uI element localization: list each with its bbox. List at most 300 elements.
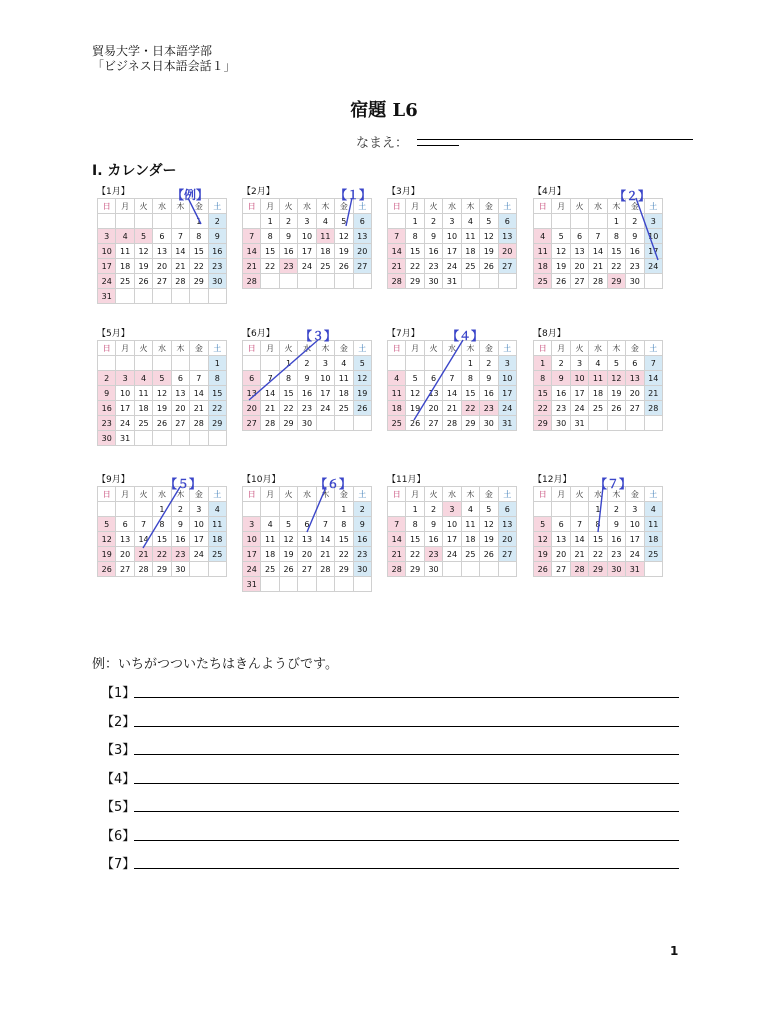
calendar-day: 19	[534, 547, 552, 562]
calendar-day: 19	[607, 386, 625, 401]
calendar-day: 15	[153, 532, 171, 547]
weekday-header: 金	[626, 199, 644, 214]
weekday-header: 木	[607, 341, 625, 356]
calendar-day: 26	[480, 259, 498, 274]
calendar-day: 27	[498, 547, 516, 562]
calendar-day: 21	[243, 259, 261, 274]
calendar-day: 6	[552, 517, 570, 532]
calendar-day: 14	[261, 386, 279, 401]
calendar-day: 1	[335, 502, 353, 517]
answer-label: 【4】	[101, 771, 136, 787]
weekday-header: 日	[98, 487, 116, 502]
calendar-day: 1	[279, 356, 297, 371]
weekday-header: 金	[190, 341, 208, 356]
calendar-day: 23	[480, 401, 498, 416]
pointer-line-3	[249, 340, 318, 400]
calendar-day: 29	[607, 274, 625, 289]
calendar-day: 22	[607, 259, 625, 274]
weekday-header: 金	[190, 199, 208, 214]
calendar-day: 21	[171, 259, 189, 274]
calendar-day: 25	[388, 416, 406, 431]
calendar-day: 10	[116, 386, 134, 401]
calendar-day: 24	[570, 401, 588, 416]
answer-label: 【1】	[101, 686, 136, 701]
calendar-day: 17	[316, 386, 334, 401]
calendar-day: 20	[116, 547, 134, 562]
weekday-header: 火	[424, 341, 442, 356]
calendar-day: 28	[570, 562, 588, 577]
calendar-day: 9	[424, 229, 442, 244]
calendar-day: 28	[388, 562, 406, 577]
weekday-header: 水	[153, 199, 171, 214]
calendar-day: 23	[353, 547, 371, 562]
university-label: 貿易大学・日本語学部	[92, 44, 213, 58]
calendar-day: 29	[534, 416, 552, 431]
calendar-day: 27	[570, 274, 588, 289]
calendar-day: 25	[335, 401, 353, 416]
answer-line[interactable]	[134, 783, 679, 784]
weekday-header: 日	[388, 341, 406, 356]
weekday-header: 日	[98, 199, 116, 214]
weekday-header: 水	[589, 341, 607, 356]
calendar-day: 22	[406, 259, 424, 274]
calendar-day: 12	[406, 386, 424, 401]
calendar-day: 20	[570, 259, 588, 274]
calendar-day: 14	[388, 532, 406, 547]
calendar-day: 14	[243, 244, 261, 259]
calendar-day: 23	[607, 547, 625, 562]
calendar-day: 9	[171, 517, 189, 532]
calendar-day: 28	[243, 274, 261, 289]
calendar-day: 13	[552, 532, 570, 547]
calendar-day: 25	[461, 547, 479, 562]
calendar-day: 16	[298, 386, 316, 401]
calendar-day: 30	[480, 416, 498, 431]
calendar-day: 2	[279, 214, 297, 229]
weekday-header: 水	[589, 487, 607, 502]
calendar-day: 15	[534, 386, 552, 401]
weekday-header: 水	[298, 487, 316, 502]
weekday-header: 土	[498, 199, 516, 214]
calendar-day: 10	[626, 517, 644, 532]
calendar-day: 31	[570, 416, 588, 431]
course-name: 「ビジネス日本語会話１」	[92, 59, 236, 73]
calendar-day: 2	[353, 502, 371, 517]
weekday-header: 水	[589, 199, 607, 214]
calendar-day: 28	[644, 401, 662, 416]
calendar-day: 5	[534, 517, 552, 532]
weekday-header: 月	[261, 487, 279, 502]
calendar-day: 22	[261, 259, 279, 274]
calendar-day: 23	[626, 259, 644, 274]
calendar-day: 7	[589, 229, 607, 244]
calendar-day: 17	[190, 532, 208, 547]
calendar-day: 22	[406, 547, 424, 562]
weekday-header: 火	[279, 341, 297, 356]
calendar-day: 9	[480, 371, 498, 386]
calendar-day: 12	[335, 229, 353, 244]
calendar-day: 15	[279, 386, 297, 401]
calendar-day: 19	[134, 259, 152, 274]
weekday-header: 火	[134, 487, 152, 502]
calendar-day: 17	[570, 386, 588, 401]
calendar-day: 28	[261, 416, 279, 431]
calendar-day: 18	[534, 259, 552, 274]
calendar-day: 15	[261, 244, 279, 259]
weekday-header: 土	[208, 341, 226, 356]
weekday-header: 金	[480, 487, 498, 502]
weekday-header: 金	[335, 199, 353, 214]
calendar-day: 23	[98, 416, 116, 431]
calendar-day: 24	[98, 274, 116, 289]
calendar-day: 31	[443, 274, 461, 289]
answer-row	[101, 709, 681, 729]
calendar-day: 2	[98, 371, 116, 386]
calendar-day: 26	[552, 274, 570, 289]
weekday-header: 火	[279, 487, 297, 502]
calendar-day: 19	[98, 547, 116, 562]
calendar-day: 28	[443, 416, 461, 431]
calendar-day: 28	[134, 562, 152, 577]
calendar-day: 8	[261, 229, 279, 244]
weekday-header: 土	[353, 341, 371, 356]
calendar-day: 21	[589, 259, 607, 274]
calendar-day: 25	[134, 416, 152, 431]
month-label: 【6月】	[242, 329, 275, 339]
calendar-day: 6	[171, 371, 189, 386]
calendar-day: 16	[279, 244, 297, 259]
calendar-day: 18	[261, 547, 279, 562]
calendar-day: 17	[443, 244, 461, 259]
calendar-day: 19	[480, 244, 498, 259]
pointer-line-5	[143, 487, 180, 548]
calendar-day: 30	[98, 431, 116, 446]
calendar-day: 19	[279, 547, 297, 562]
month-label: 【5月】	[97, 329, 130, 339]
calendar-day: 29	[279, 416, 297, 431]
calendar-day: 24	[116, 416, 134, 431]
calendar-day: 7	[171, 229, 189, 244]
weekday-header: 土	[208, 199, 226, 214]
month-label: 【8月】	[533, 329, 566, 339]
weekday-header: 月	[406, 341, 424, 356]
weekday-header: 火	[134, 341, 152, 356]
calendar-day: 10	[443, 229, 461, 244]
calendar-day: 20	[353, 244, 371, 259]
answer-label: 【3】	[101, 743, 136, 758]
calendar-day: 18	[335, 386, 353, 401]
question-label-6: 【６】	[315, 477, 352, 491]
calendar-day: 14	[316, 532, 334, 547]
calendar-day: 18	[208, 532, 226, 547]
calendar-day: 4	[261, 517, 279, 532]
calendar-day: 8	[534, 371, 552, 386]
calendar-day: 4	[335, 356, 353, 371]
calendar-day: 29	[190, 274, 208, 289]
calendar-day: 4	[644, 502, 662, 517]
weekday-header: 土	[208, 487, 226, 502]
weekday-header: 金	[335, 487, 353, 502]
calendar-day: 1	[534, 356, 552, 371]
weekday-header: 日	[243, 487, 261, 502]
calendar-day: 24	[626, 547, 644, 562]
calendar-day: 17	[298, 244, 316, 259]
calendar-day: 13	[171, 386, 189, 401]
weekday-header: 火	[424, 487, 442, 502]
month-label: 【2月】	[242, 187, 275, 197]
calendar-day: 7	[316, 517, 334, 532]
calendar-day: 14	[388, 244, 406, 259]
weekday-header: 火	[570, 487, 588, 502]
calendar-day: 22	[589, 547, 607, 562]
calendar-day: 28	[388, 274, 406, 289]
weekday-header: 月	[552, 199, 570, 214]
calendar-day: 25	[461, 259, 479, 274]
calendar-day: 12	[279, 532, 297, 547]
calendar-day: 17	[443, 532, 461, 547]
calendar-day: 26	[335, 259, 353, 274]
calendar-day: 4	[461, 214, 479, 229]
calendar-day: 15	[190, 244, 208, 259]
weekday-header: 木	[316, 341, 334, 356]
calendar-day: 18	[388, 401, 406, 416]
calendar-day: 7	[190, 371, 208, 386]
calendar-day: 5	[153, 371, 171, 386]
calendar-day: 1	[607, 214, 625, 229]
answer-line[interactable]	[134, 811, 679, 812]
calendar-day: 24	[443, 259, 461, 274]
calendar-day: 14	[443, 386, 461, 401]
calendar-day: 7	[443, 371, 461, 386]
calendar-day: 10	[570, 371, 588, 386]
calendar-day: 20	[626, 386, 644, 401]
weekday-header: 木	[461, 199, 479, 214]
month-label: 【3月】	[387, 187, 420, 197]
calendar-day: 13	[116, 532, 134, 547]
calendar-day: 15	[589, 532, 607, 547]
weekday-header: 月	[406, 199, 424, 214]
calendar-day: 8	[279, 371, 297, 386]
calendar-day: 29	[406, 274, 424, 289]
calendar-day: 12	[153, 386, 171, 401]
calendar-day: 22	[461, 401, 479, 416]
calendar-day: 19	[480, 532, 498, 547]
calendar-day: 21	[316, 547, 334, 562]
answer-line[interactable]	[134, 754, 679, 755]
calendar-day: 16	[424, 244, 442, 259]
calendar-day: 29	[208, 416, 226, 431]
calendar-day: 26	[153, 416, 171, 431]
calendar-day: 1	[153, 502, 171, 517]
calendar-day: 28	[171, 274, 189, 289]
calendar-day: 23	[298, 401, 316, 416]
calendar-day: 3	[116, 371, 134, 386]
calendar-day: 10	[243, 532, 261, 547]
calendar-day: 29	[153, 562, 171, 577]
calendar-day: 9	[607, 517, 625, 532]
calendar-day: 15	[335, 532, 353, 547]
calendar-day: 15	[406, 532, 424, 547]
calendar-day: 27	[243, 416, 261, 431]
calendar-day: 20	[153, 259, 171, 274]
calendar-day: 16	[424, 532, 442, 547]
calendar-day: 27	[116, 562, 134, 577]
calendar-day: 22	[534, 401, 552, 416]
weekday-header: 水	[443, 341, 461, 356]
calendar-day: 23	[279, 259, 297, 274]
month-label: 【11月】	[387, 475, 426, 485]
answer-row	[101, 823, 681, 843]
question-label-7: 【７】	[595, 477, 632, 491]
calendar-day: 7	[388, 229, 406, 244]
calendar-day: 22	[190, 259, 208, 274]
calendar-day: 11	[208, 517, 226, 532]
weekday-header: 日	[534, 199, 552, 214]
calendar-day: 2	[424, 214, 442, 229]
weekday-header: 木	[316, 487, 334, 502]
weekday-header: 土	[498, 341, 516, 356]
calendar-day: 20	[552, 547, 570, 562]
answer-row	[101, 680, 681, 700]
calendar-day: 11	[116, 244, 134, 259]
calendar-day: 24	[316, 401, 334, 416]
calendar-day: 6	[116, 517, 134, 532]
calendar-day: 18	[461, 532, 479, 547]
pointer-line-1	[346, 198, 352, 226]
answer-row	[101, 794, 681, 814]
pointer-line-6	[307, 487, 326, 532]
calendar-day: 23	[552, 401, 570, 416]
answer-row	[101, 766, 681, 786]
calendar-day: 6	[298, 517, 316, 532]
month-label: 【12月】	[533, 475, 572, 485]
weekday-header: 月	[116, 341, 134, 356]
calendar-day: 6	[243, 371, 261, 386]
calendar-day: 26	[406, 416, 424, 431]
calendar-day: 8	[208, 371, 226, 386]
calendar-day: 26	[534, 562, 552, 577]
weekday-header: 月	[261, 341, 279, 356]
answer-row	[101, 851, 681, 871]
calendar-day: 7	[134, 517, 152, 532]
weekday-header: 木	[171, 487, 189, 502]
weekday-header: 水	[153, 487, 171, 502]
calendar-day: 20	[498, 532, 516, 547]
calendar-day: 25	[116, 274, 134, 289]
calendar-day: 20	[243, 401, 261, 416]
calendar-day: 2	[607, 502, 625, 517]
calendar-day: 23	[424, 547, 442, 562]
calendar-day: 19	[552, 259, 570, 274]
calendar-day: 4	[134, 371, 152, 386]
weekday-header: 火	[279, 199, 297, 214]
calendar-day: 24	[443, 547, 461, 562]
answer-label: 【7】	[101, 857, 136, 872]
calendar-day: 11	[388, 386, 406, 401]
weekday-header: 木	[316, 199, 334, 214]
answer-line[interactable]	[134, 868, 679, 869]
calendar-day: 13	[424, 386, 442, 401]
calendar-day: 9	[279, 229, 297, 244]
calendar-day: 16	[626, 244, 644, 259]
weekday-header: 土	[498, 487, 516, 502]
calendar-day: 2	[552, 356, 570, 371]
weekday-header: 木	[461, 487, 479, 502]
calendar-day: 19	[353, 386, 371, 401]
calendar-day: 30	[626, 274, 644, 289]
calendar-day: 20	[498, 244, 516, 259]
calendar-day: 27	[353, 259, 371, 274]
month-label: 【10月】	[242, 475, 281, 485]
calendar-day: 1	[190, 214, 208, 229]
calendar-day: 12	[353, 371, 371, 386]
calendar-day: 30	[208, 274, 226, 289]
answer-line[interactable]	[134, 840, 679, 841]
calendar-day: 4	[388, 371, 406, 386]
calendar-day: 7	[243, 229, 261, 244]
month-label: 【1月】	[97, 187, 130, 197]
weekday-header: 火	[134, 199, 152, 214]
calendar-day: 19	[335, 244, 353, 259]
weekday-header: 日	[388, 199, 406, 214]
calendar-day: 18	[116, 259, 134, 274]
calendar-day: 10	[498, 371, 516, 386]
calendar-day: 24	[190, 547, 208, 562]
answer-line[interactable]	[134, 697, 679, 698]
pointer-line-4	[414, 340, 463, 420]
calendar-day: 12	[480, 229, 498, 244]
calendar-day: 2	[480, 356, 498, 371]
weekday-header: 土	[353, 487, 371, 502]
calendar-day: 1	[208, 356, 226, 371]
calendar-day: 25	[261, 562, 279, 577]
calendar-day: 17	[626, 532, 644, 547]
calendar-day: 11	[134, 386, 152, 401]
calendar-day: 16	[552, 386, 570, 401]
calendar-day: 21	[134, 547, 152, 562]
calendar-day: 3	[443, 502, 461, 517]
calendar-day: 3	[190, 502, 208, 517]
calendar-day: 16	[98, 401, 116, 416]
calendar-day: 25	[316, 259, 334, 274]
calendar-day: 10	[98, 244, 116, 259]
calendar-day: 16	[607, 532, 625, 547]
calendar-day: 26	[98, 562, 116, 577]
calendar-day: 16	[171, 532, 189, 547]
calendar-day: 31	[98, 289, 116, 304]
calendar-day: 3	[316, 356, 334, 371]
calendar-day: 30	[424, 562, 442, 577]
calendar-day: 17	[243, 547, 261, 562]
calendar-day: 19	[406, 401, 424, 416]
calendar-day: 17	[498, 386, 516, 401]
calendar-day: 27	[171, 416, 189, 431]
month-label: 【9月】	[97, 475, 130, 485]
calendar-day: 1	[589, 502, 607, 517]
weekday-header: 水	[298, 341, 316, 356]
calendar-day: 17	[116, 401, 134, 416]
calendar-day: 10	[644, 229, 662, 244]
calendar-day: 2	[626, 214, 644, 229]
calendar-day: 11	[534, 244, 552, 259]
calendar-day: 14	[171, 244, 189, 259]
calendar-day: 8	[406, 229, 424, 244]
calendar-day: 30	[424, 274, 442, 289]
answer-line[interactable]	[134, 726, 679, 727]
calendar-day: 1	[461, 356, 479, 371]
calendar-day: 3	[498, 356, 516, 371]
calendar-day: 27	[153, 274, 171, 289]
